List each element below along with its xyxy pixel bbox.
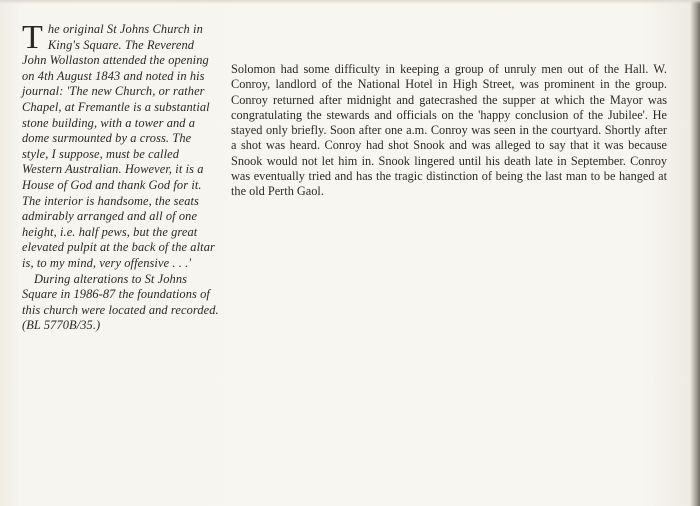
drop-cap: T bbox=[22, 19, 43, 56]
caption-paragraph-2: During alterations to St Johns Square in 1986-87 the foundations of this church were located and recorded. (BL 5770B/35.) bbox=[22, 271, 219, 333]
body-paragraph: Solomon had some difficulty in keeping a group of unruly men out of the Hall. W. Conroy, landlord of the National Hotel in High Street, was prominent in the group. Conroy returned after midnight and gatecrashed the supper at which the Mayor was congratulating the stewards and officials on the 'happy conclusion of the Jubilee'. He stayed only briefly. Soon after one a.m. Conroy was seen in the courtyard. Shortly after a shot was heard. Conroy had shot Snook and was alleged to say that it was because Snook would not let him in. Snook lingered until his death late in September. Conroy was eventually tried and has the tragic distinction of being the last man to be hanged at the old Perth Gaol. bbox=[231, 62, 667, 199]
body-text bbox=[231, 62, 667, 200]
photo-caption bbox=[22, 19, 220, 334]
caption-paragraph-1 bbox=[22, 19, 220, 272]
caption-text-1: he original St Johns Church in King's Square. The Reverend John Wollaston attended the opening on 4th August 1843 and noted in his journal: 'The new Church, or rather Chapel, at Fremantle is a substantial stone building, with a tower and a dome surmounted by a cross. The style, I suppose, must be called Western Australian. However, it is a House of God and thank God for it. The interior is handsome, the seats admirably arranged and all of one height, i.e. half pews, but the great elevated pulpit at the back of the altar is, to my mind, very offensive . . .' bbox=[22, 22, 215, 270]
page-edge bbox=[0, 0, 700, 4]
